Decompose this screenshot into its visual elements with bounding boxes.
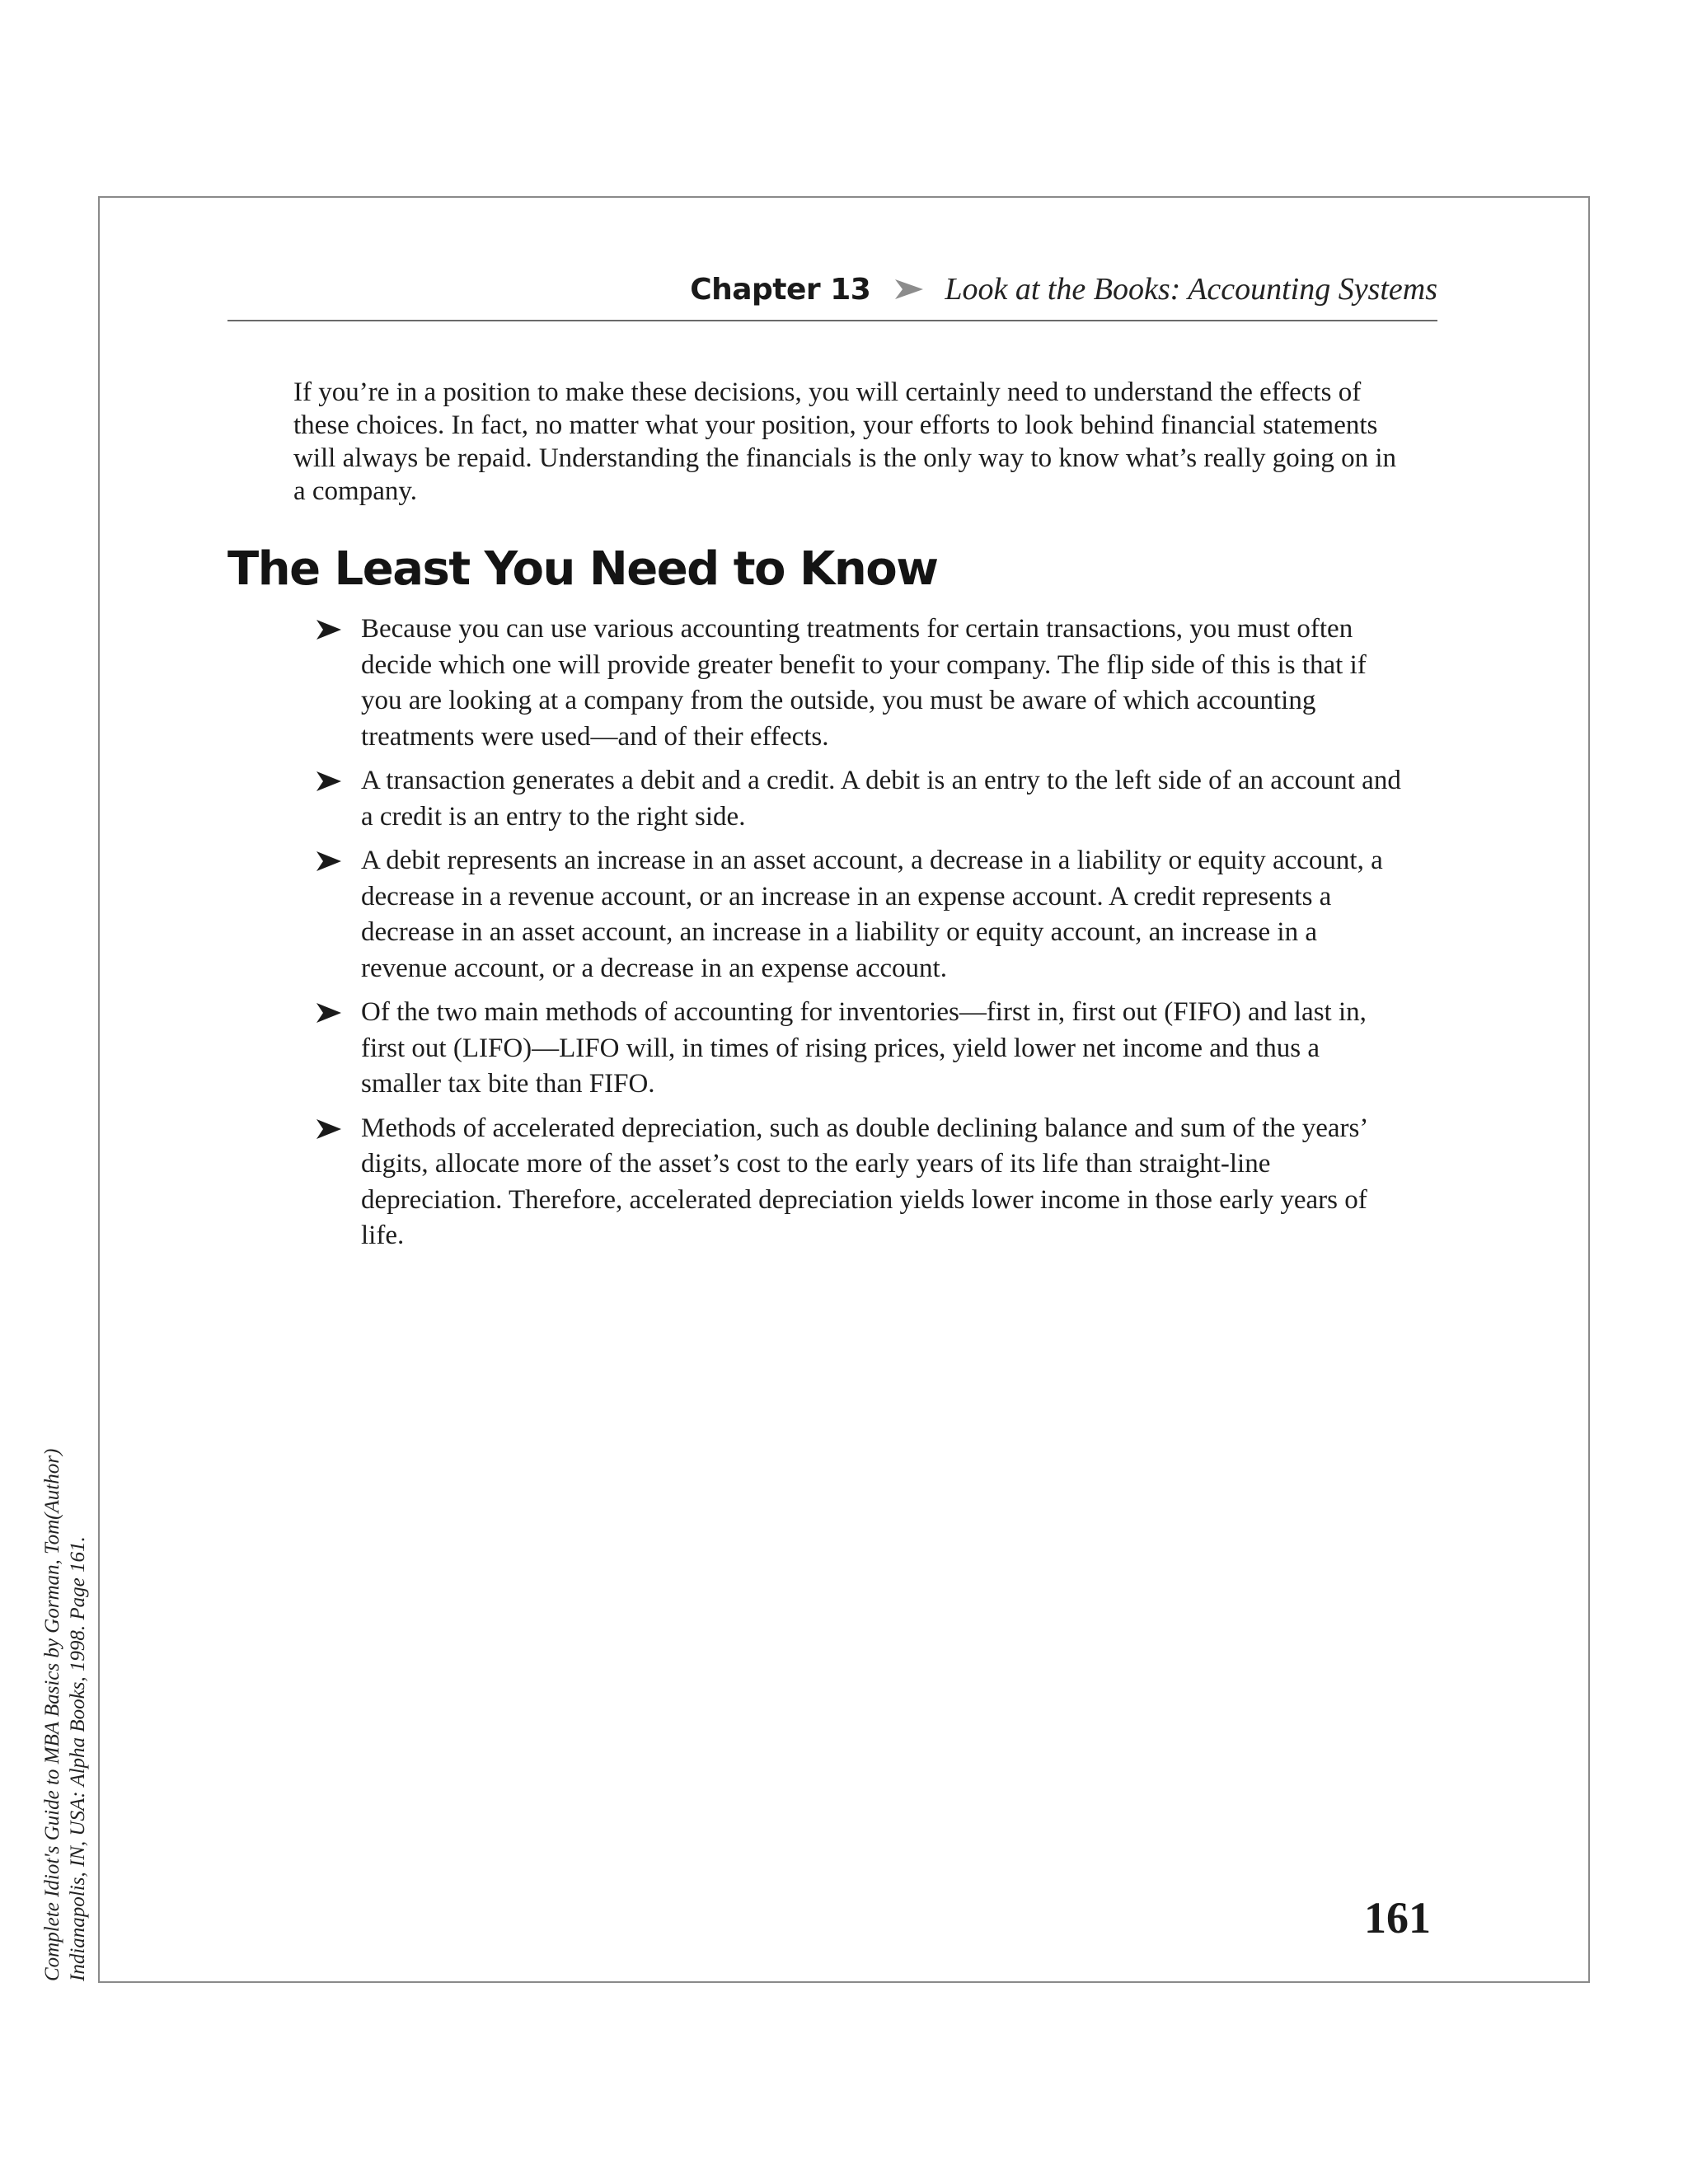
arrowhead-bullet-icon xyxy=(316,1003,341,1023)
bullet-text: A transaction generates a debit and a credit. A debit is an entry to the left side of an account and a credit is an entry to the right side. xyxy=(361,766,1401,832)
chapter-title: Look at the Books: Accounting Systems xyxy=(945,272,1437,307)
running-head xyxy=(227,262,1437,321)
arrowhead-bullet-icon xyxy=(316,620,341,640)
arrowhead-icon xyxy=(895,279,923,299)
bullet-item xyxy=(316,763,1404,835)
bullet-text: Of the two main methods of accounting for inventories—first in, first out (FIFO) and last in, first out (LIFO)—LIFO will, in times of rising prices, yield lower net income and thus a smaller tax bite than FIFO. xyxy=(361,997,1367,1099)
arrowhead-bullet-icon xyxy=(316,851,341,871)
bullet-text: Methods of accelerated depreciation, such as double declining balance and sum of the years’ digits, allocate more of the asset’s cost to the early years of its life than straight-line depreciation. Therefore, accelerated depreciation yields lower income in those early years of life. xyxy=(361,1113,1367,1250)
side-citation xyxy=(40,1388,91,1981)
arrowhead-bullet-icon xyxy=(316,771,341,791)
bullet-item xyxy=(316,995,1404,1103)
bullet-item xyxy=(316,843,1404,987)
arrowhead-bullet-icon xyxy=(316,1119,341,1139)
bullet-item xyxy=(316,1111,1404,1254)
bullet-text: A debit represents an increase in an asset account, a decrease in a liability or equity account, a decrease in a revenue account, or an increase in an expense account. A credit represents a decrease in an asset account, an increase in a liability or equity account, an increase in a revenue account, or a decrease in an expense account. xyxy=(361,846,1383,983)
bullet-text: Because you can use various accounting treatments for certain transactions, you must often decide which one will provide greater benefit to your company. The flip side of this is that if you are looking at a company from the outside, you must be aware of which accounting treatments were used—and of their effects. xyxy=(361,614,1367,752)
bullet-item xyxy=(316,612,1404,755)
bullet-list xyxy=(316,612,1404,1263)
section-heading: The Least You Need to Know xyxy=(227,542,938,596)
page-number: 161 xyxy=(1364,1893,1431,1943)
chapter-label: Chapter 13 xyxy=(690,272,871,307)
citation-line-1: Complete Idiot's Guide to MBA Basics by Gorman, Tom(Author) xyxy=(41,1448,63,1981)
intro-paragraph: If you’re in a position to make these decisions, you will certainly need to understand the effects of these choices. In fact, no matter what your position, your efforts to look behind financial statements will always be repaid. Understanding the financials is the only way to know what’s really going on in a company. xyxy=(293,377,1397,506)
citation-line-2: Indianapolis, IN, USA: Alpha Books, 1998. Page 161. xyxy=(67,1536,89,1981)
